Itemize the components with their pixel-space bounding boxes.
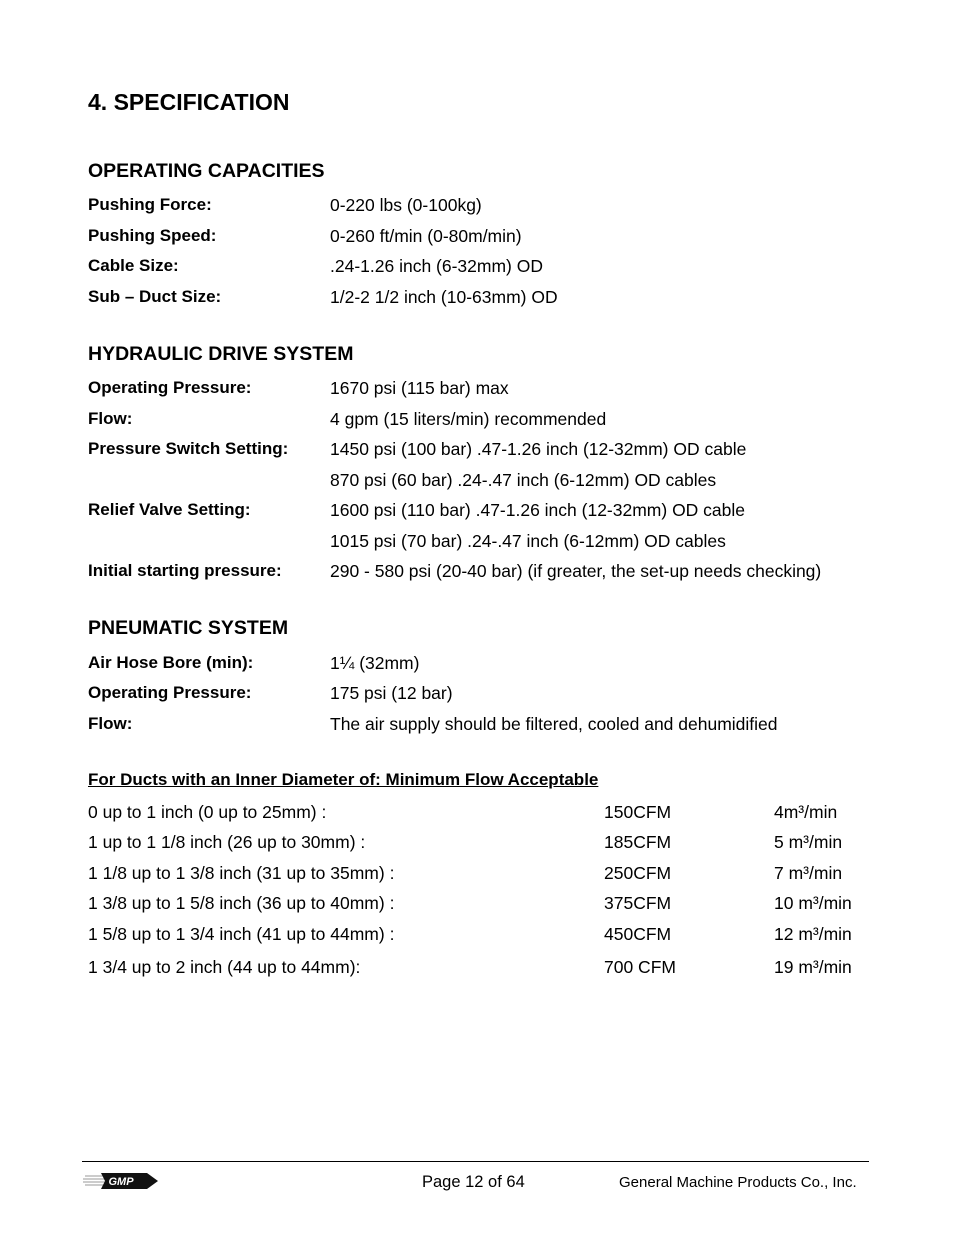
section-heading-operating-capacities: OPERATING CAPACITIES [88,160,325,182]
spec-value: 1670 psi (115 bar) max [330,378,509,398]
spec-label: Operating Pressure: [88,378,252,397]
flow-table-range: 1 3/8 up to 1 5/8 inch (36 up to 40mm) : [88,893,395,913]
spec-label: Pressure Switch Setting: [88,439,289,458]
spec-label: Pushing Speed: [88,226,217,245]
company-name: General Machine Products Co., Inc. [619,1174,857,1191]
spec-value: 1600 psi (110 bar) .47-1.26 inch (12-32mm) OD cable [330,500,746,520]
spec-label: Pushing Force: [88,195,212,214]
page-number: Page 12 of 64 [422,1173,525,1191]
spec-value: The air supply should be filtered, cooled and dehumidified [330,714,778,734]
spec-value: 0-260 ft/min (0-80m/min) [330,226,522,246]
spec-value: 1015 psi (70 bar) .24-.47 inch (6-12mm) OD cables [330,531,726,551]
spec-label: Initial starting pressure: [88,561,282,580]
flow-table-metric: 10 m³/min [774,893,852,913]
page-title: 4. SPECIFICATION [88,89,290,115]
gmp-logo [83,1170,159,1192]
flow-table-range: 1 up to 1 1/8 inch (26 up to 30mm) : [88,832,366,852]
spec-label: Flow: [88,409,133,428]
flow-table-metric: 7 m³/min [774,863,843,883]
flow-table-range: 1 1/8 up to 1 3/8 inch (31 up to 35mm) : [88,863,395,883]
section-heading-pneumatic-system: PNEUMATIC SYSTEM [88,617,289,639]
flow-table-metric: 4m³/min [774,802,838,822]
spec-value: 0-220 lbs (0-100kg) [330,195,482,215]
flow-table-cfm: 375CFM [604,893,672,913]
spec-label: Operating Pressure: [88,683,252,702]
spec-value: 870 psi (60 bar) .24-.47 inch (6-12mm) OD cables [330,470,717,490]
spec-value: 4 gpm (15 liters/min) recommended [330,409,607,429]
flow-table-range: 1 3/4 up to 2 inch (44 up to 44mm): [88,957,361,977]
spec-value: 175 psi (12 bar) [330,683,453,703]
flow-table-range: 1 5/8 up to 1 3/4 inch (41 up to 44mm) : [88,924,395,944]
spec-value: 290 - 580 psi (20-40 bar) (if greater, the set-up needs checking) [330,561,822,581]
flow-table-range: 0 up to 1 inch (0 up to 25mm) : [88,802,327,822]
flow-table-cfm: 185CFM [604,832,672,852]
section-heading-hydraulic-drive-system: HYDRAULIC DRIVE SYSTEM [88,343,354,365]
logo-text: GMP [108,1176,134,1188]
spec-value: 1¼ (32mm) [330,653,420,673]
spec-label: Cable Size: [88,256,179,275]
spec-value: .24-1.26 inch (6-32mm) OD [330,256,543,276]
spec-label: Air Hose Bore (min): [88,653,254,672]
flow-table-metric: 19 m³/min [774,957,852,977]
spec-label: Sub – Duct Size: [88,287,222,306]
flow-table-cfm: 700 CFM [604,957,676,977]
spec-label: Relief Valve Setting: [88,500,251,519]
flow-table-metric: 5 m³/min [774,832,843,852]
flow-table-cfm: 150CFM [604,802,672,822]
flow-table-metric: 12 m³/min [774,924,852,944]
flow-table-heading: For Ducts with an Inner Diameter of: Minimum Flow Acceptable [88,770,599,789]
flow-table-cfm: 250CFM [604,863,672,883]
footer-divider [82,1161,869,1162]
flow-table-cfm: 450CFM [604,924,672,944]
spec-value: 1/2-2 1/2 inch (10-63mm) OD [330,287,558,307]
spec-label: Flow: [88,714,133,733]
spec-value: 1450 psi (100 bar) .47-1.26 inch (12-32mm) OD cable [330,439,747,459]
